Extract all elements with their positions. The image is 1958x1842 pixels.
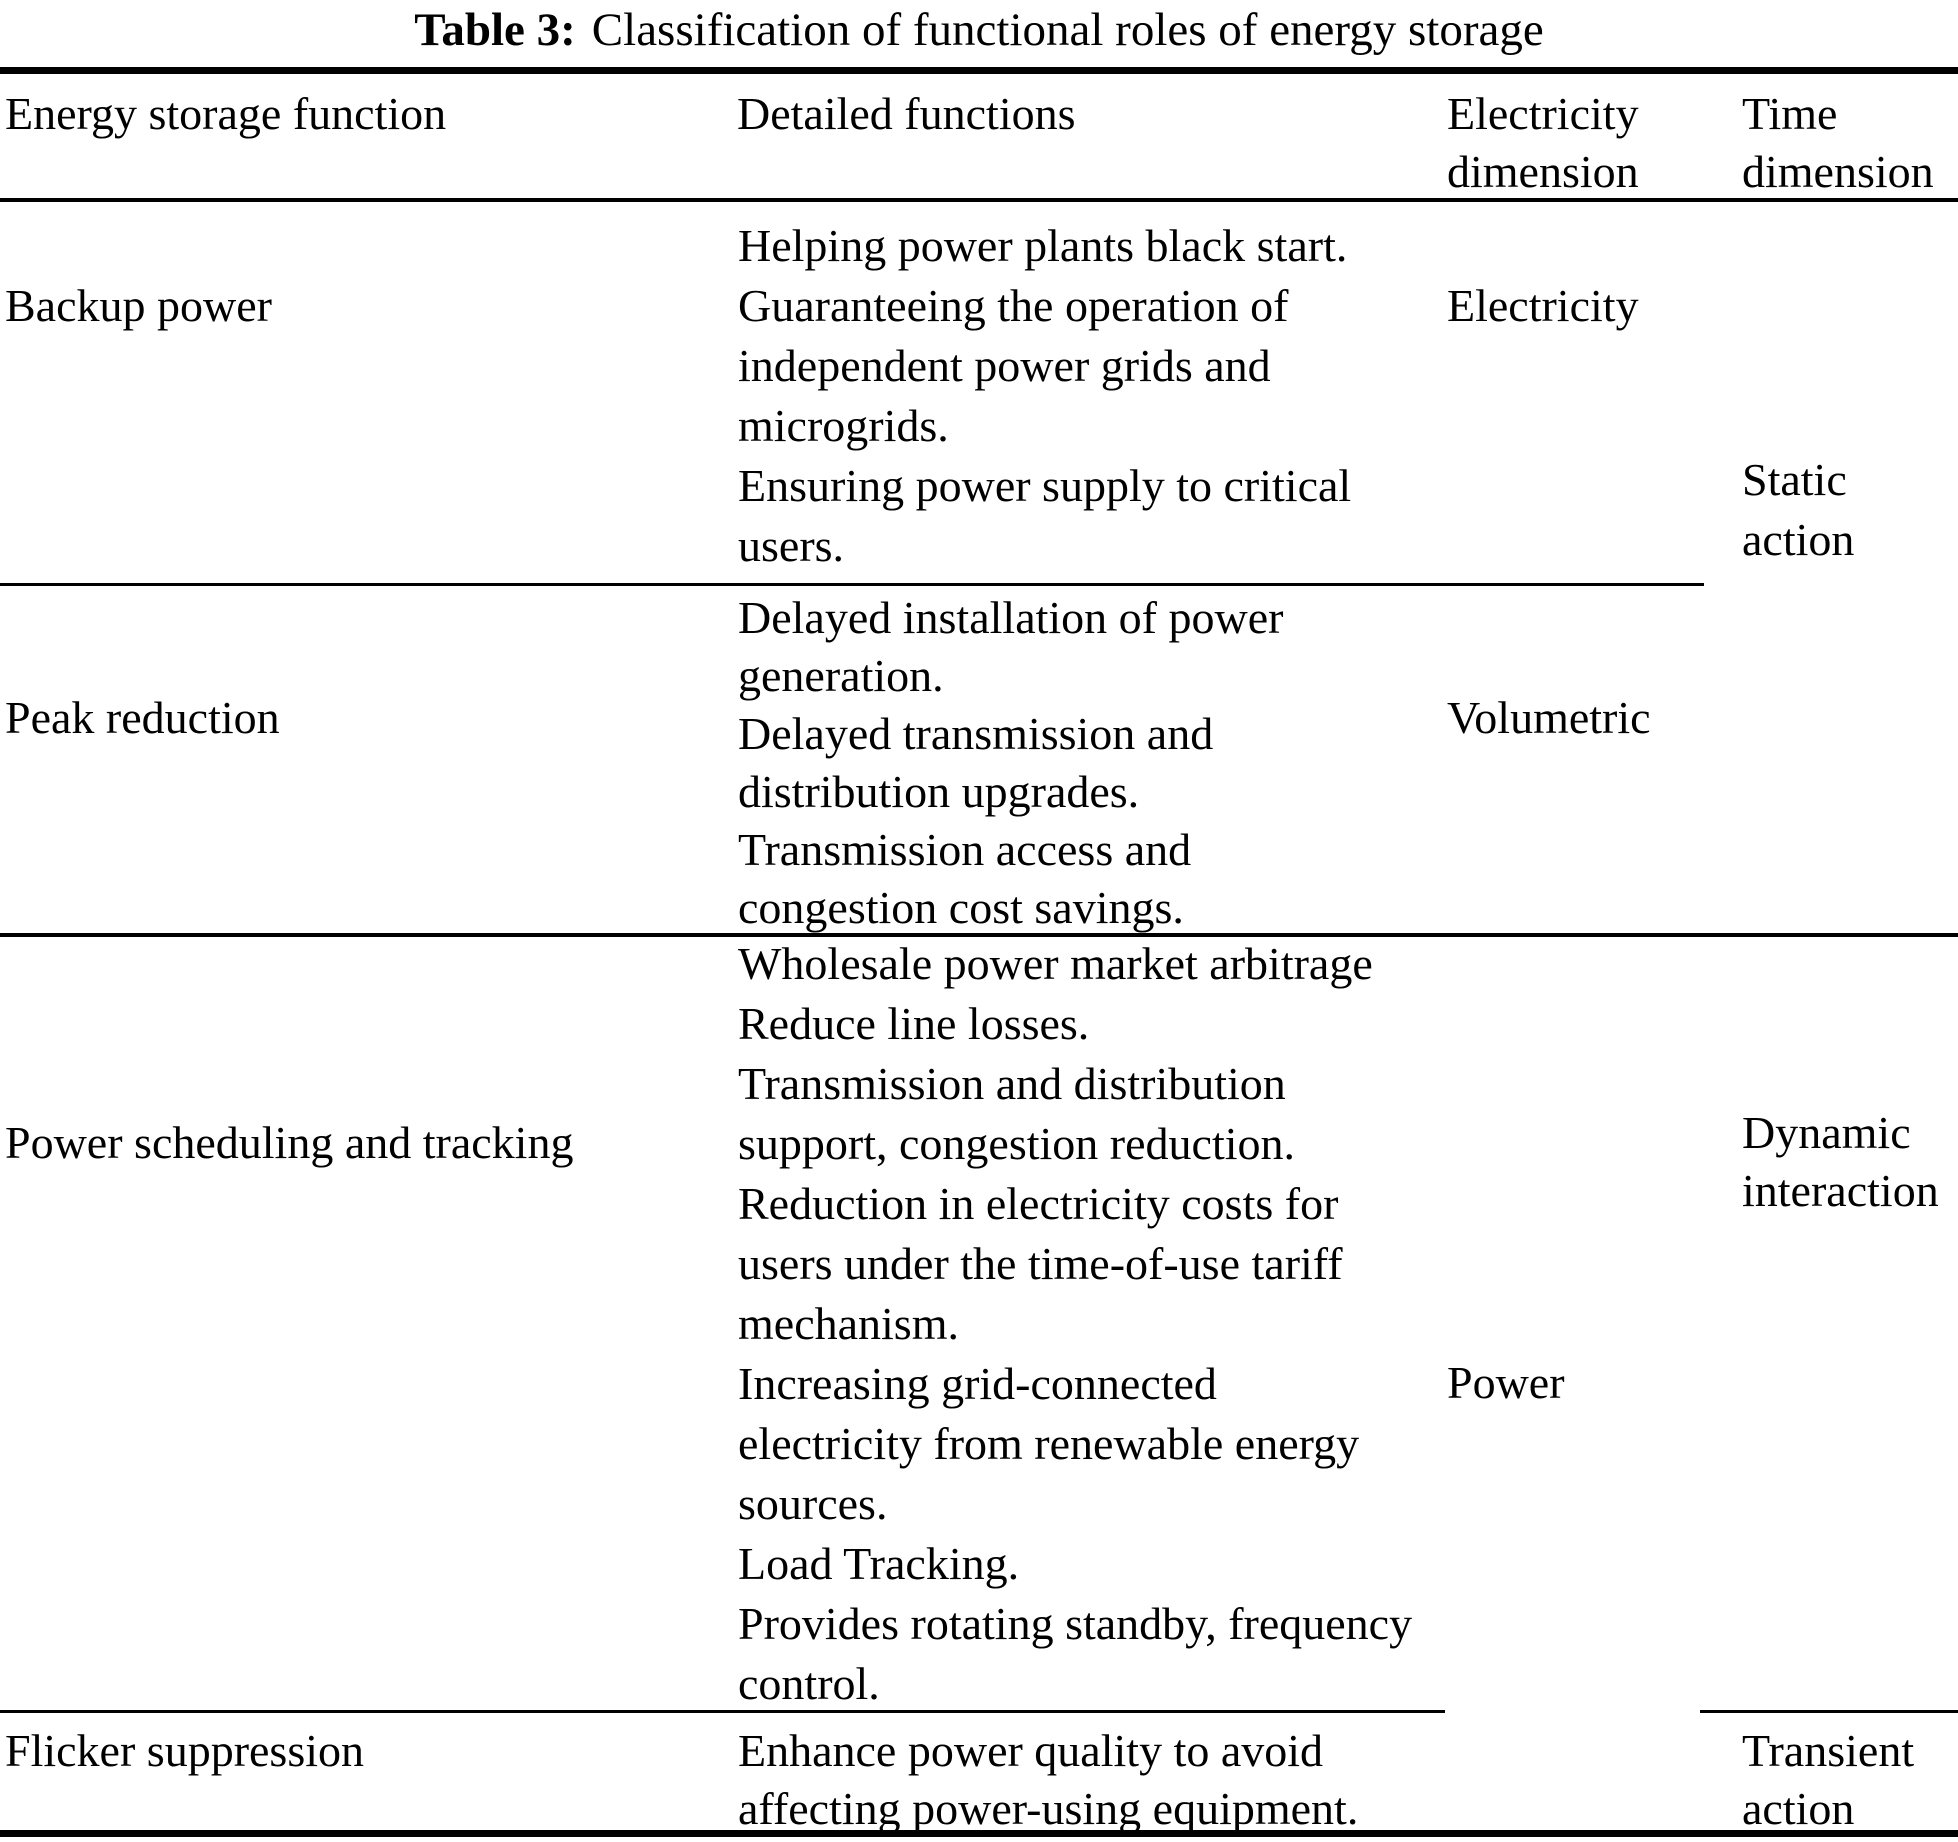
- detail-item: [738, 456, 1351, 576]
- cell-function-power-scheduling: Power scheduling and tracking: [5, 1117, 574, 1168]
- cell-electricity-dim-power: Power: [1447, 1357, 1565, 1408]
- cell-time-dim-dynamic-interaction: [1742, 1104, 1939, 1220]
- text-line: action: [1742, 514, 1855, 565]
- text-line: Delayed installation of power: [738, 592, 1284, 643]
- detail-item: [738, 934, 1412, 994]
- text-line: Ensuring power supply to critical: [738, 460, 1352, 511]
- cell-function-backup-power: Backup power: [5, 280, 272, 331]
- detail-item: [738, 1534, 1412, 1594]
- cell-function-flicker-suppression: Flicker suppression: [5, 1725, 365, 1776]
- detail-item: [738, 589, 1283, 705]
- detail-item: [738, 705, 1283, 821]
- detail-item: [738, 1354, 1412, 1534]
- text-line: support, congestion reduction.: [738, 1118, 1296, 1169]
- text-line: Transmission and distribution: [738, 1058, 1286, 1109]
- cell-electricity-dim-backup-power: Electricity: [1447, 280, 1639, 331]
- text-line: dimension: [1742, 146, 1934, 197]
- text-line: control.: [738, 1658, 880, 1709]
- cell-time-dim-transient-action: [1742, 1722, 1914, 1838]
- text-line: affecting power-using equipment.: [738, 1783, 1359, 1834]
- text-line: electricity from renewable energy: [738, 1418, 1360, 1469]
- text-line: congestion cost savings.: [738, 882, 1184, 933]
- header-electricity-dimension: [1447, 85, 1639, 201]
- table-caption-text: Classification of functional roles of energy storage: [591, 4, 1544, 56]
- text-line: Reduce line losses.: [738, 998, 1090, 1049]
- text-line: Load Tracking.: [738, 1538, 1020, 1589]
- text-line: Reduction in electricity costs for: [738, 1178, 1339, 1229]
- text-line: sources.: [738, 1478, 888, 1529]
- text-line: Time: [1742, 88, 1838, 139]
- text-line: microgrids.: [738, 400, 949, 451]
- text-line: users.: [738, 520, 845, 571]
- detail-item: [738, 1722, 1358, 1838]
- text-line: Guaranteeing the operation of: [738, 280, 1289, 331]
- text-line: Enhance power quality to avoid: [738, 1725, 1324, 1776]
- text-line: generation.: [738, 650, 944, 701]
- header-rule: [0, 198, 1958, 202]
- cell-details-backup-power: [738, 216, 1351, 576]
- cell-details-flicker-suppression: [738, 1722, 1358, 1838]
- cell-details-power-scheduling: [738, 934, 1412, 1714]
- table-caption-label: Table 3:: [414, 4, 576, 56]
- text-line: Helping power plants black start.: [738, 220, 1348, 271]
- text-line: independent power grids and: [738, 340, 1271, 391]
- text-line: users under the time-of-use tariff: [738, 1238, 1343, 1289]
- text-line: Provides rotating standby, frequency: [738, 1598, 1413, 1649]
- text-line: Electricity: [1447, 88, 1639, 139]
- detail-item: [738, 216, 1351, 276]
- text-line: Dynamic: [1742, 1107, 1911, 1158]
- row-divider-backup-peak: [0, 583, 1704, 586]
- detail-item: [738, 994, 1412, 1054]
- text-line: action: [1742, 1783, 1855, 1834]
- text-line: Transmission access and: [738, 824, 1192, 875]
- cell-function-peak-reduction: Peak reduction: [5, 692, 280, 743]
- detail-item: [738, 1174, 1412, 1354]
- text-line: dimension: [1447, 146, 1639, 197]
- text-line: Transient: [1742, 1725, 1915, 1776]
- text-line: Static: [1742, 454, 1847, 505]
- row-divider-scheduling-flicker-right: [1700, 1710, 1958, 1713]
- text-line: Increasing grid-connected: [738, 1358, 1217, 1409]
- detail-item: [738, 821, 1283, 937]
- text-line: Wholesale power market arbitrage: [738, 938, 1373, 989]
- cell-details-peak-reduction: [738, 589, 1283, 937]
- cell-electricity-dim-peak-reduction: Volumetric: [1447, 692, 1651, 743]
- text-line: interaction: [1742, 1165, 1939, 1216]
- detail-item: [738, 276, 1351, 456]
- header-time-dimension: [1742, 85, 1934, 201]
- table-caption: [0, 2, 1958, 58]
- text-line: mechanism.: [738, 1298, 959, 1349]
- text-line: distribution upgrades.: [738, 766, 1140, 817]
- top-rule: [0, 67, 1958, 74]
- text-line: Delayed transmission and: [738, 708, 1214, 759]
- cell-time-dim-static-action: [1742, 450, 1854, 570]
- header-energy-storage-function: Energy storage function: [5, 88, 447, 139]
- detail-item: [738, 1054, 1412, 1174]
- detail-item: [738, 1594, 1412, 1714]
- header-detailed-functions: Detailed functions: [737, 88, 1076, 139]
